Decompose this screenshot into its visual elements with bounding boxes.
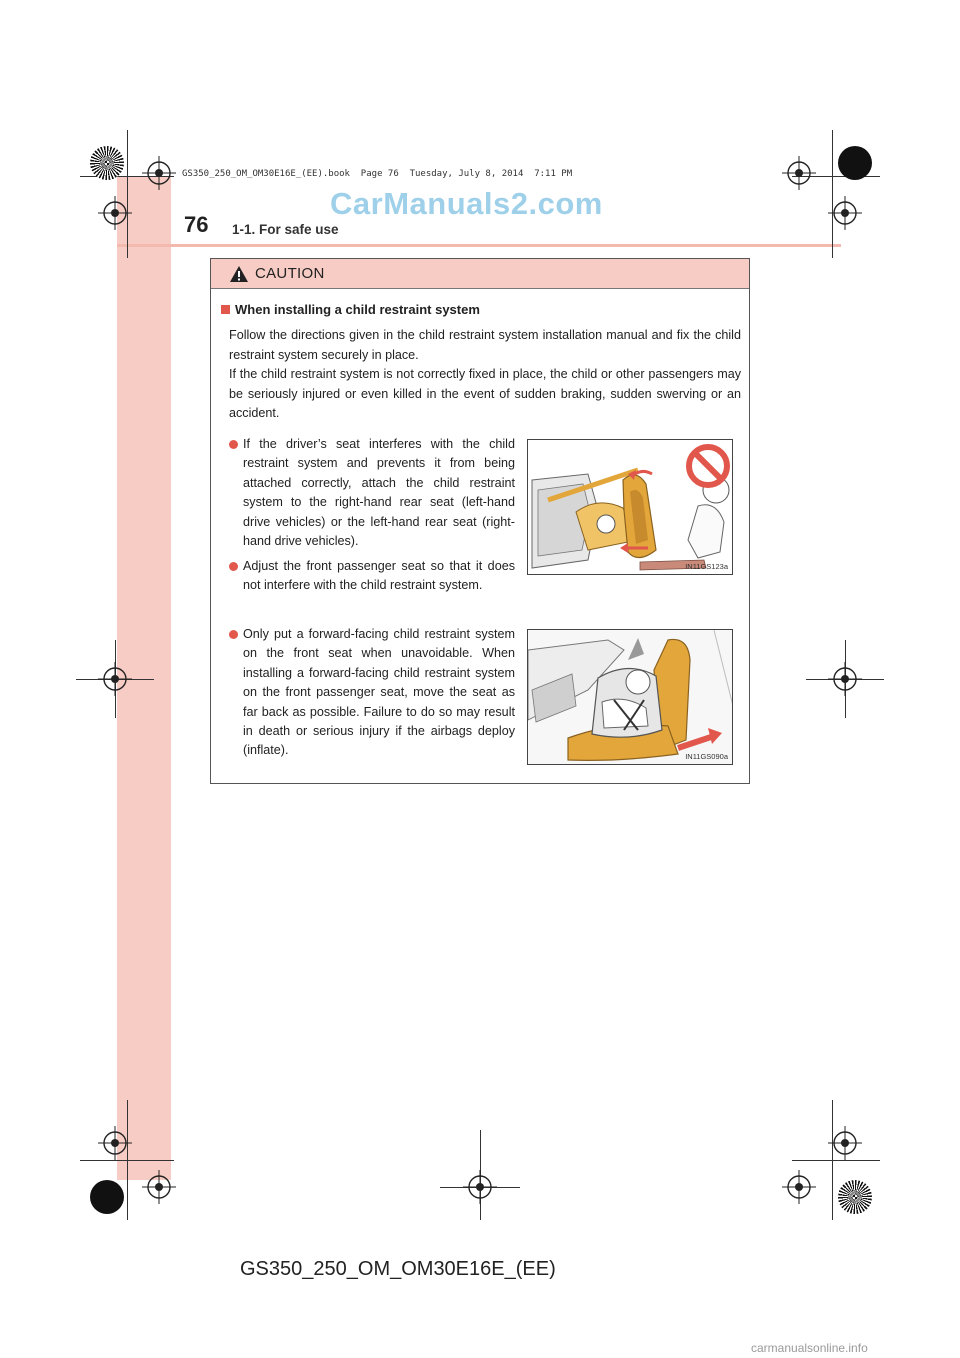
intro-line: Follow the directions given in the child restraint system installation manual and fix the child restraint system securely in place. — [229, 328, 741, 362]
caution-header — [211, 259, 749, 289]
round-bullet-icon — [229, 630, 238, 639]
registration-mark-icon — [828, 662, 862, 696]
bullet-text: If the driver’s seat interferes with the child restraint system and prevents it from being attached correctly, attach the child restraint system to the right-hand rear seat (left-hand drive vehicles) or the left-hand rear seat (right-hand drive vehicles). — [243, 437, 515, 549]
corner-dot-icon — [90, 146, 124, 180]
watermark-top[interactable]: CarManuals2.com — [330, 186, 603, 221]
section-title: 1-1. For safe use — [232, 222, 339, 237]
registration-mark-icon — [142, 1170, 176, 1204]
caution-intro — [229, 326, 741, 424]
registration-mark-icon — [828, 1126, 862, 1160]
round-bullet-icon — [229, 562, 238, 571]
header-rule — [117, 244, 841, 247]
illustration-front-seat-moved-back — [527, 629, 733, 765]
registration-mark-icon — [98, 1126, 132, 1160]
intro-line: If the child restraint system is not correctly fixed in place, the child or other passengers may be seriously injured or even killed in the event of sudden braking, sudden swerving or an accident. — [229, 367, 741, 421]
registration-mark-icon — [463, 1170, 497, 1204]
corner-dot-icon — [90, 1180, 124, 1214]
bullet-text: Only put a forward-facing child restraint system on the front seat when unavoidable. When installing a forward-facing child restraint system on the front passenger seat, move the seat as far back as possible. Failure to do so may result in death or serious injury if the airbags deploy (inflate). — [243, 627, 515, 758]
caution-box — [210, 258, 750, 784]
illustration-code: IN11GS090a — [685, 752, 728, 761]
corner-dot-icon — [838, 1180, 872, 1214]
footer-document-code: GS350_250_OM_OM30E16E_(EE) — [240, 1258, 556, 1280]
page-number: 76 — [184, 212, 209, 237]
registration-mark-icon — [98, 662, 132, 696]
illustration-code: IN11GS123a — [685, 562, 728, 571]
caution-subheading: When installing a child restraint system — [235, 302, 480, 317]
registration-mark-icon — [782, 1170, 816, 1204]
watermark-bottom[interactable]: carmanualsonline.info — [751, 1341, 868, 1355]
caution-title: CAUTION — [255, 265, 325, 282]
bullet-item — [229, 557, 515, 596]
bullet-item — [229, 625, 515, 761]
round-bullet-icon — [229, 440, 238, 449]
corner-dot-icon — [838, 146, 872, 180]
square-bullet-icon — [221, 305, 230, 314]
bullet-text: Adjust the front passenger seat so that it does not interfere with the child restraint system. — [243, 559, 515, 593]
registration-mark-icon — [98, 196, 132, 230]
illustration-rear-seat-interference — [527, 439, 733, 575]
bullet-item — [229, 435, 515, 551]
registration-mark-icon — [142, 156, 176, 190]
registration-mark-icon — [828, 196, 862, 230]
warning-triangle-icon — [229, 265, 249, 283]
print-stamp: GS350_250_OM_OM30E16E_(EE).book Page 76 Tuesday, July 8, 2014 7:11 PM — [182, 169, 573, 179]
registration-mark-icon — [782, 156, 816, 190]
caution-subheading-row — [221, 302, 480, 317]
